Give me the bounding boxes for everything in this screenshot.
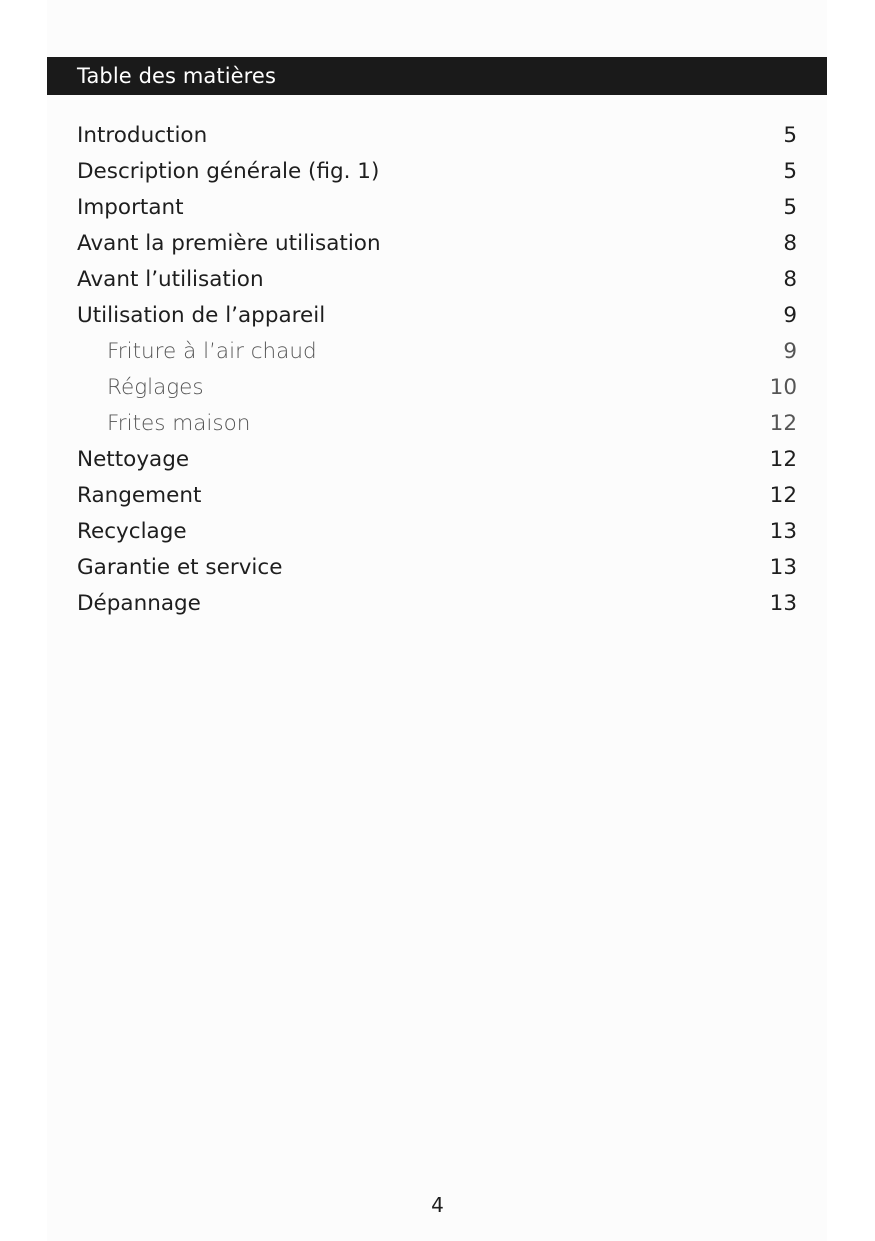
toc-entry-description[interactable] [77,153,797,189]
toc-entry-label: Avant l’utilisation [77,266,264,292]
toc-entry-recycling[interactable] [77,513,797,549]
toc-entry-page: 9 [783,302,797,328]
toc-entry-label: Important [77,194,184,220]
toc-entry-first-use[interactable] [77,225,797,261]
toc-entry-using-appliance[interactable] [77,297,797,333]
toc-entry-page: 9 [783,338,797,364]
toc-entry-page: 5 [783,194,797,220]
toc-entry-storage[interactable] [77,477,797,513]
toc-entry-page: 12 [769,482,797,508]
toc-entry-important[interactable] [77,189,797,225]
toc-entry-label: Avant la première utilisation [77,230,381,256]
toc-entry-troubleshooting[interactable] [77,585,797,621]
toc-entry-label: Introduction [77,122,208,148]
toc-entry-page: 13 [769,554,797,580]
toc-entry-page: 12 [769,446,797,472]
page-title: Table des matières [77,64,276,88]
toc-entry-label: Réglages [107,374,204,400]
toc-entry-label: Recyclage [77,518,187,544]
toc-entry-cleaning[interactable] [77,441,797,477]
toc-entry-label: Friture à l’air chaud [107,338,317,364]
toc-entry-page: 12 [769,410,797,436]
toc-entry-label: Rangement [77,482,202,508]
toc-entry-label: Dépannage [77,590,201,616]
table-of-contents [77,117,797,621]
toc-entry-page: 5 [783,158,797,184]
toc-entry-label: Garantie et service [77,554,283,580]
toc-entry-page: 13 [769,590,797,616]
toc-entry-before-use[interactable] [77,261,797,297]
toc-entry-page: 5 [783,122,797,148]
toc-entry-page: 13 [769,518,797,544]
toc-entry-label: Description générale (fig. 1) [77,158,380,184]
toc-subentry-air-frying[interactable] [77,333,797,369]
toc-entry-label: Nettoyage [77,446,190,472]
toc-entry-introduction[interactable] [77,117,797,153]
toc-entry-page: 10 [769,374,797,400]
toc-entry-warranty[interactable] [77,549,797,585]
toc-entry-label: Frites maison [107,410,251,436]
toc-subentry-homemade-fries[interactable] [77,405,797,441]
page-number: 4 [431,1193,444,1217]
toc-entry-page: 8 [783,230,797,256]
toc-title-bar [47,57,827,95]
toc-entry-page: 8 [783,266,797,292]
toc-subentry-settings[interactable] [77,369,797,405]
toc-entry-label: Utilisation de l’appareil [77,302,326,328]
